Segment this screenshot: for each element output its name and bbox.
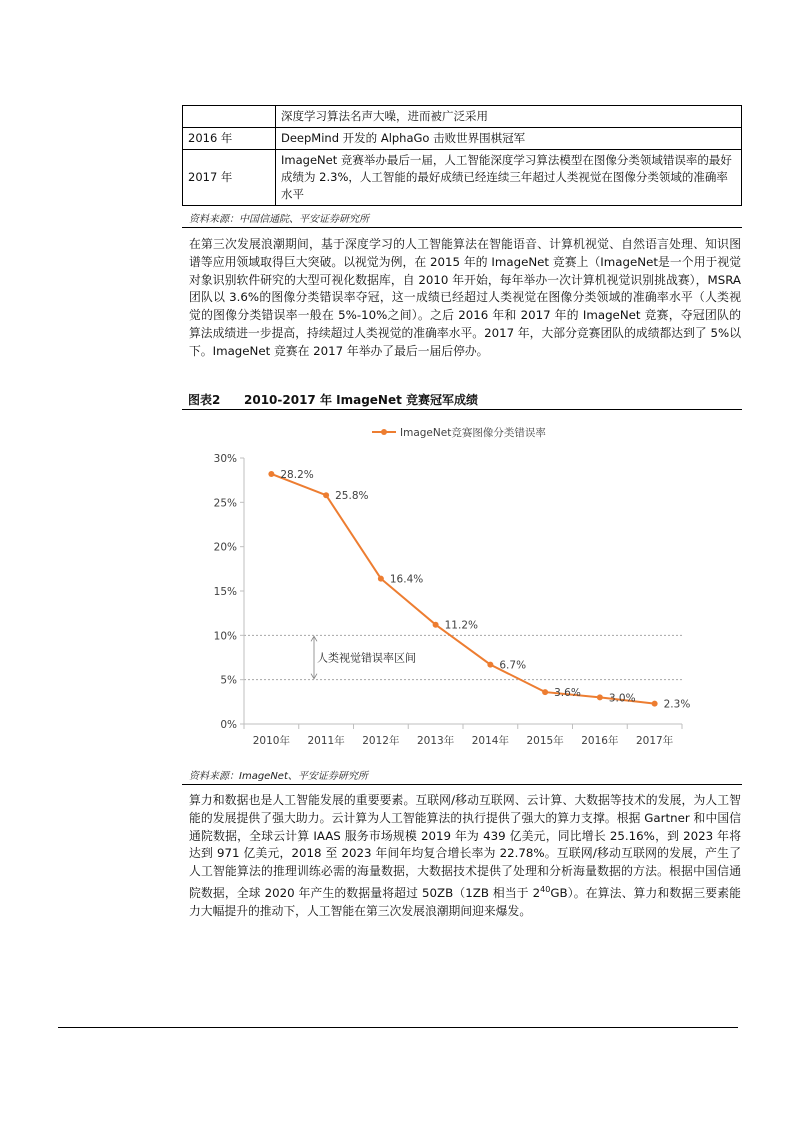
paragraph-1: 在第三次发展浪潮期间，基于深度学习的人工智能算法在智能语音、计算机视觉、自然语言处理、知识图谱等应用领域取得巨大突破。以视觉为例，在 2015 年的 ImageNet 竞赛上（ImageNet是一个用于视觉对象识别软件研究的大型可视化数据库，自 2010 年开始，每年举办一次计算机视觉识别挑战赛），MSRA 团队以 3.6%的图像分类错误率夺冠，这一成绩已经超过人类视觉在图像分类领域的准确率水平（人类视觉的图像分类错误率一般在 5%-10%之间）。之后 2016 年和 2017 年的 ImageNet 竞赛，夺冠团队的算法成绩进一步提高，持续超过人类视觉的准确率水平。2017 年，大部分竞赛团队的成绩都达到了 5%以下。ImageNet 竞赛在 2017 年举办了最后一届后停办。 — [189, 237, 741, 358]
data-label: 11.2% — [444, 619, 478, 632]
legend-marker — [381, 429, 387, 435]
y-tick-label: 20% — [213, 541, 237, 554]
data-point — [597, 694, 603, 700]
year-cell: 2017 年 — [183, 150, 276, 206]
series-line — [268, 469, 690, 711]
data-point — [323, 492, 329, 498]
legend-label: ImageNet竞赛图像分类错误率 — [400, 427, 546, 439]
x-tick-label: 2011年 — [307, 735, 345, 747]
y-tick-label: 30% — [213, 453, 237, 465]
table-row — [183, 150, 742, 206]
x-tick-label: 2016年 — [581, 735, 619, 747]
x-tick-label: 2015年 — [526, 735, 564, 747]
data-label: 25.8% — [335, 490, 369, 503]
gridlines — [244, 635, 682, 679]
data-point — [268, 471, 274, 477]
series-line-path — [271, 474, 654, 704]
event-cell: ImageNet 竞赛举办最后一届，人工智能深度学习算法模型在图像分类领域错误率的最好成绩为 2.3%，人工智能的最好成绩已经连续三年超过人类视觉在图像分类领域的准确率水平 — [276, 150, 742, 206]
table-row — [183, 128, 742, 150]
y-tick-label: 0% — [220, 719, 237, 731]
paragraph-2-text: 算力和数据也是人工智能发展的重要要素。互联网/移动互联网、云计算、大数据等技术的发展，为人工智能的发展提供了强大助力。云计算为人工智能算法的执行提供了强大的算力支撑。根据 Gartner 和中国信通院数据，全球云计算 IAAS 服务市场规模 2019 年为 439 亿美元，同比增长 25.16%，到 2023 年将达到 971 亿美元，2018 至 2023 年间年均复合增长率为 22.78%。互联网/移动互联网的发展，产生了人工智能算法的推理训练必需的海量数据，大数据技术提供了处理和分析海量数据的方法。根据中国信通院数据，全球 2020 年产生的数据量将超过 50ZB（1ZB 相当于 2 — [189, 793, 741, 900]
paragraph-2 — [189, 792, 741, 921]
y-tick-label: 25% — [213, 497, 237, 510]
source-note-1: 资料来源：中国信通院、平安证券研究所 — [189, 214, 369, 225]
year-cell: 2016 年 — [183, 128, 276, 150]
x-tick-label: 2010年 — [252, 735, 290, 747]
y-tick-label: 15% — [213, 586, 237, 598]
x-axis — [244, 724, 682, 747]
data-label: 16.4% — [389, 573, 424, 586]
data-point — [378, 576, 384, 582]
divider — [182, 784, 742, 785]
x-tick-label: 2013年 — [417, 735, 455, 747]
data-point — [487, 662, 493, 668]
year-cell — [183, 106, 276, 128]
y-tick-label: 10% — [213, 630, 237, 643]
paragraph-2-tail: GB）。在算法、算力和数据三要素能力大幅提升的推动下，人工智能在第三次发展浪潮期间迎来爆发。 — [189, 885, 741, 918]
data-label: 3.6% — [554, 687, 581, 700]
divider — [182, 227, 742, 228]
y-axis — [214, 453, 244, 731]
data-point — [542, 689, 548, 695]
data-label: 2.3% — [663, 698, 691, 711]
figure-label: 图表2 — [188, 393, 221, 407]
event-cell: DeepMind 开发的 AlphaGo 击败世界围棋冠军 — [276, 128, 742, 150]
data-label: 3.0% — [608, 692, 636, 705]
x-tick-label: 2014年 — [471, 735, 509, 747]
footer-divider — [58, 1027, 738, 1028]
table-row — [183, 106, 742, 128]
x-tick-label: 2017年 — [636, 735, 674, 747]
exponent: 40 — [540, 884, 551, 894]
x-tick-label: 2012年 — [362, 735, 400, 747]
data-point — [433, 622, 439, 628]
figure-title-bar — [182, 390, 742, 410]
data-label: 28.2% — [280, 468, 314, 481]
error-rate-chart — [182, 410, 742, 762]
annotation-text: 人类视觉错误率区间 — [317, 651, 416, 665]
legend — [372, 426, 546, 439]
event-cell: 深度学习算法名声大噪，进而被广泛采用 — [276, 106, 742, 128]
source-note-2: 资料来源：ImageNet、平安证券研究所 — [189, 771, 368, 782]
annotation-group — [311, 636, 416, 678]
figure-title: 2010-2017 年 ImageNet 竞赛冠军成绩 — [244, 393, 479, 407]
data-label: 6.7% — [499, 659, 527, 672]
data-point — [652, 701, 658, 707]
y-tick-label: 5% — [220, 674, 237, 687]
history-table — [182, 105, 742, 206]
